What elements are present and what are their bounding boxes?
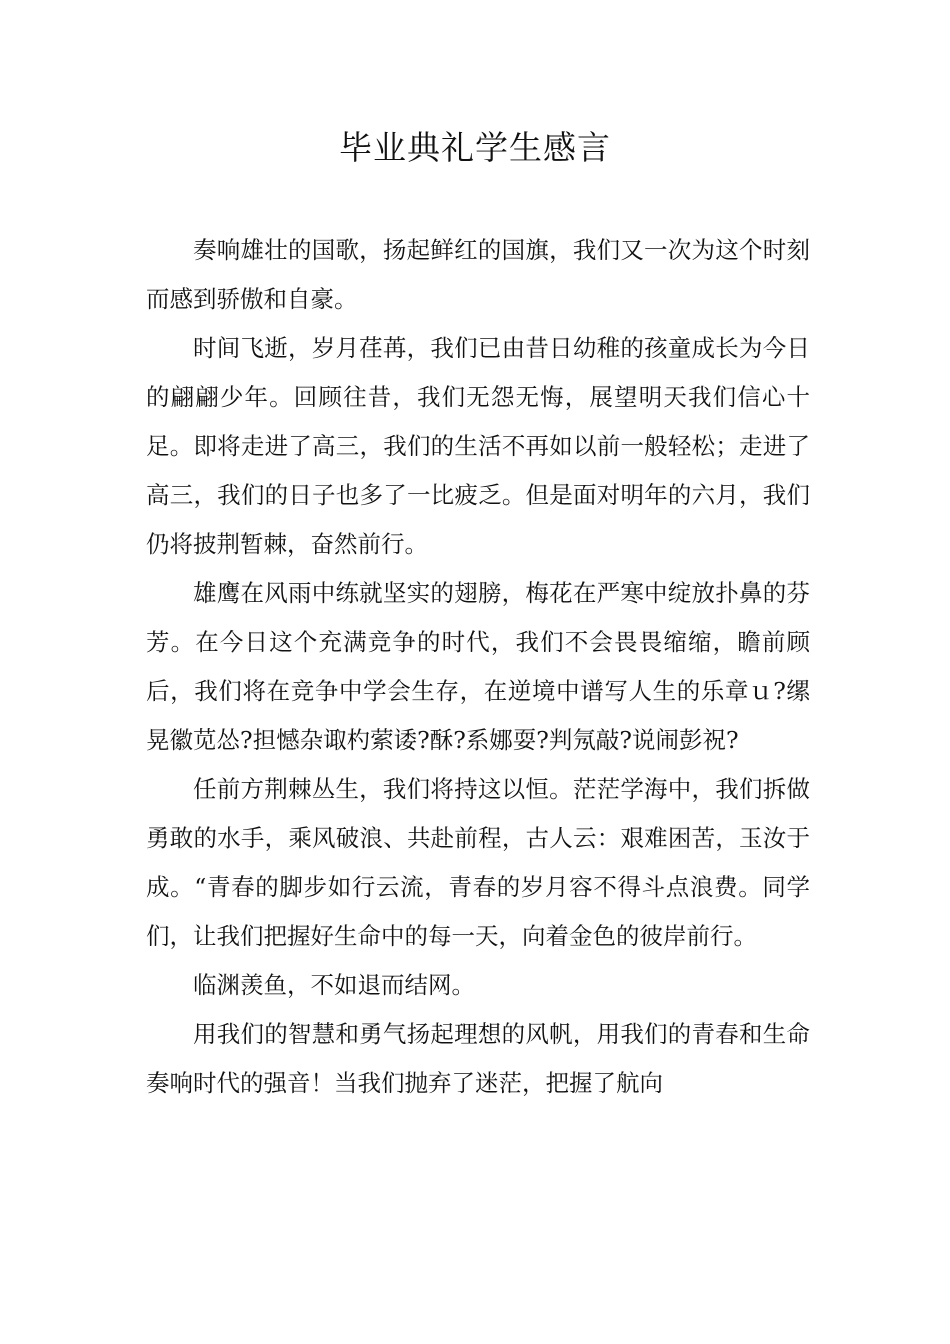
paragraph: 用我们的智慧和勇气扬起理想的风帆，用我们的青春和生命奏响时代的强音！当我们抛弃了迷茫，把握了航向 (146, 1020, 810, 1097)
paragraph: 时间飞逝，岁月荏苒，我们已由昔日幼稚的孩童成长为今日的翩翩少年。回顾往昔，我们无怨无悔，展望明天我们信心十足。即将走进了高三，我们的生活不再如以前一般轻松；走进了高三，我们的日子也多了一比疲乏。但是面对明年的六月，我们仍将披荆暂棘，奋然前行。 (146, 334, 810, 558)
document-body (146, 226, 810, 1108)
paragraph: 雄鹰在风雨中练就坚实的翅膀，梅花在严寒中绽放扑鼻的芬芳。在今日这个充满竞争的时代，我们不会畏畏缩缩，瞻前顾后，我们将在竞争中学会生存，在逆境中谱写人生的乐章ｕ?缧晃徽苋怂?担憾杂诹杓萦诿?酥?系娜耍?判氖敲?说闹彭祝? (146, 579, 810, 754)
paragraph: 临渊羡鱼，不如退而结网。 (193, 971, 475, 999)
paragraph: 奏响雄壮的国歌，扬起鲜红的国旗，我们又一次为这个时刻而感到骄傲和自豪。 (146, 236, 810, 313)
document-title: 毕业典礼学生感言 (339, 128, 611, 167)
paragraph: 任前方荆棘丛生，我们将持这以恒。茫茫学海中，我们拆做勇敢的水手，乘风破浪、共赴前程，古人云：艰难困苦，玉汝于成。“青春的脚步如行云流，青春的岁月容不得斗点浪费。同学们，让我们把握好生命中的每一天，向着金色的彼岸前行。 (146, 775, 810, 950)
